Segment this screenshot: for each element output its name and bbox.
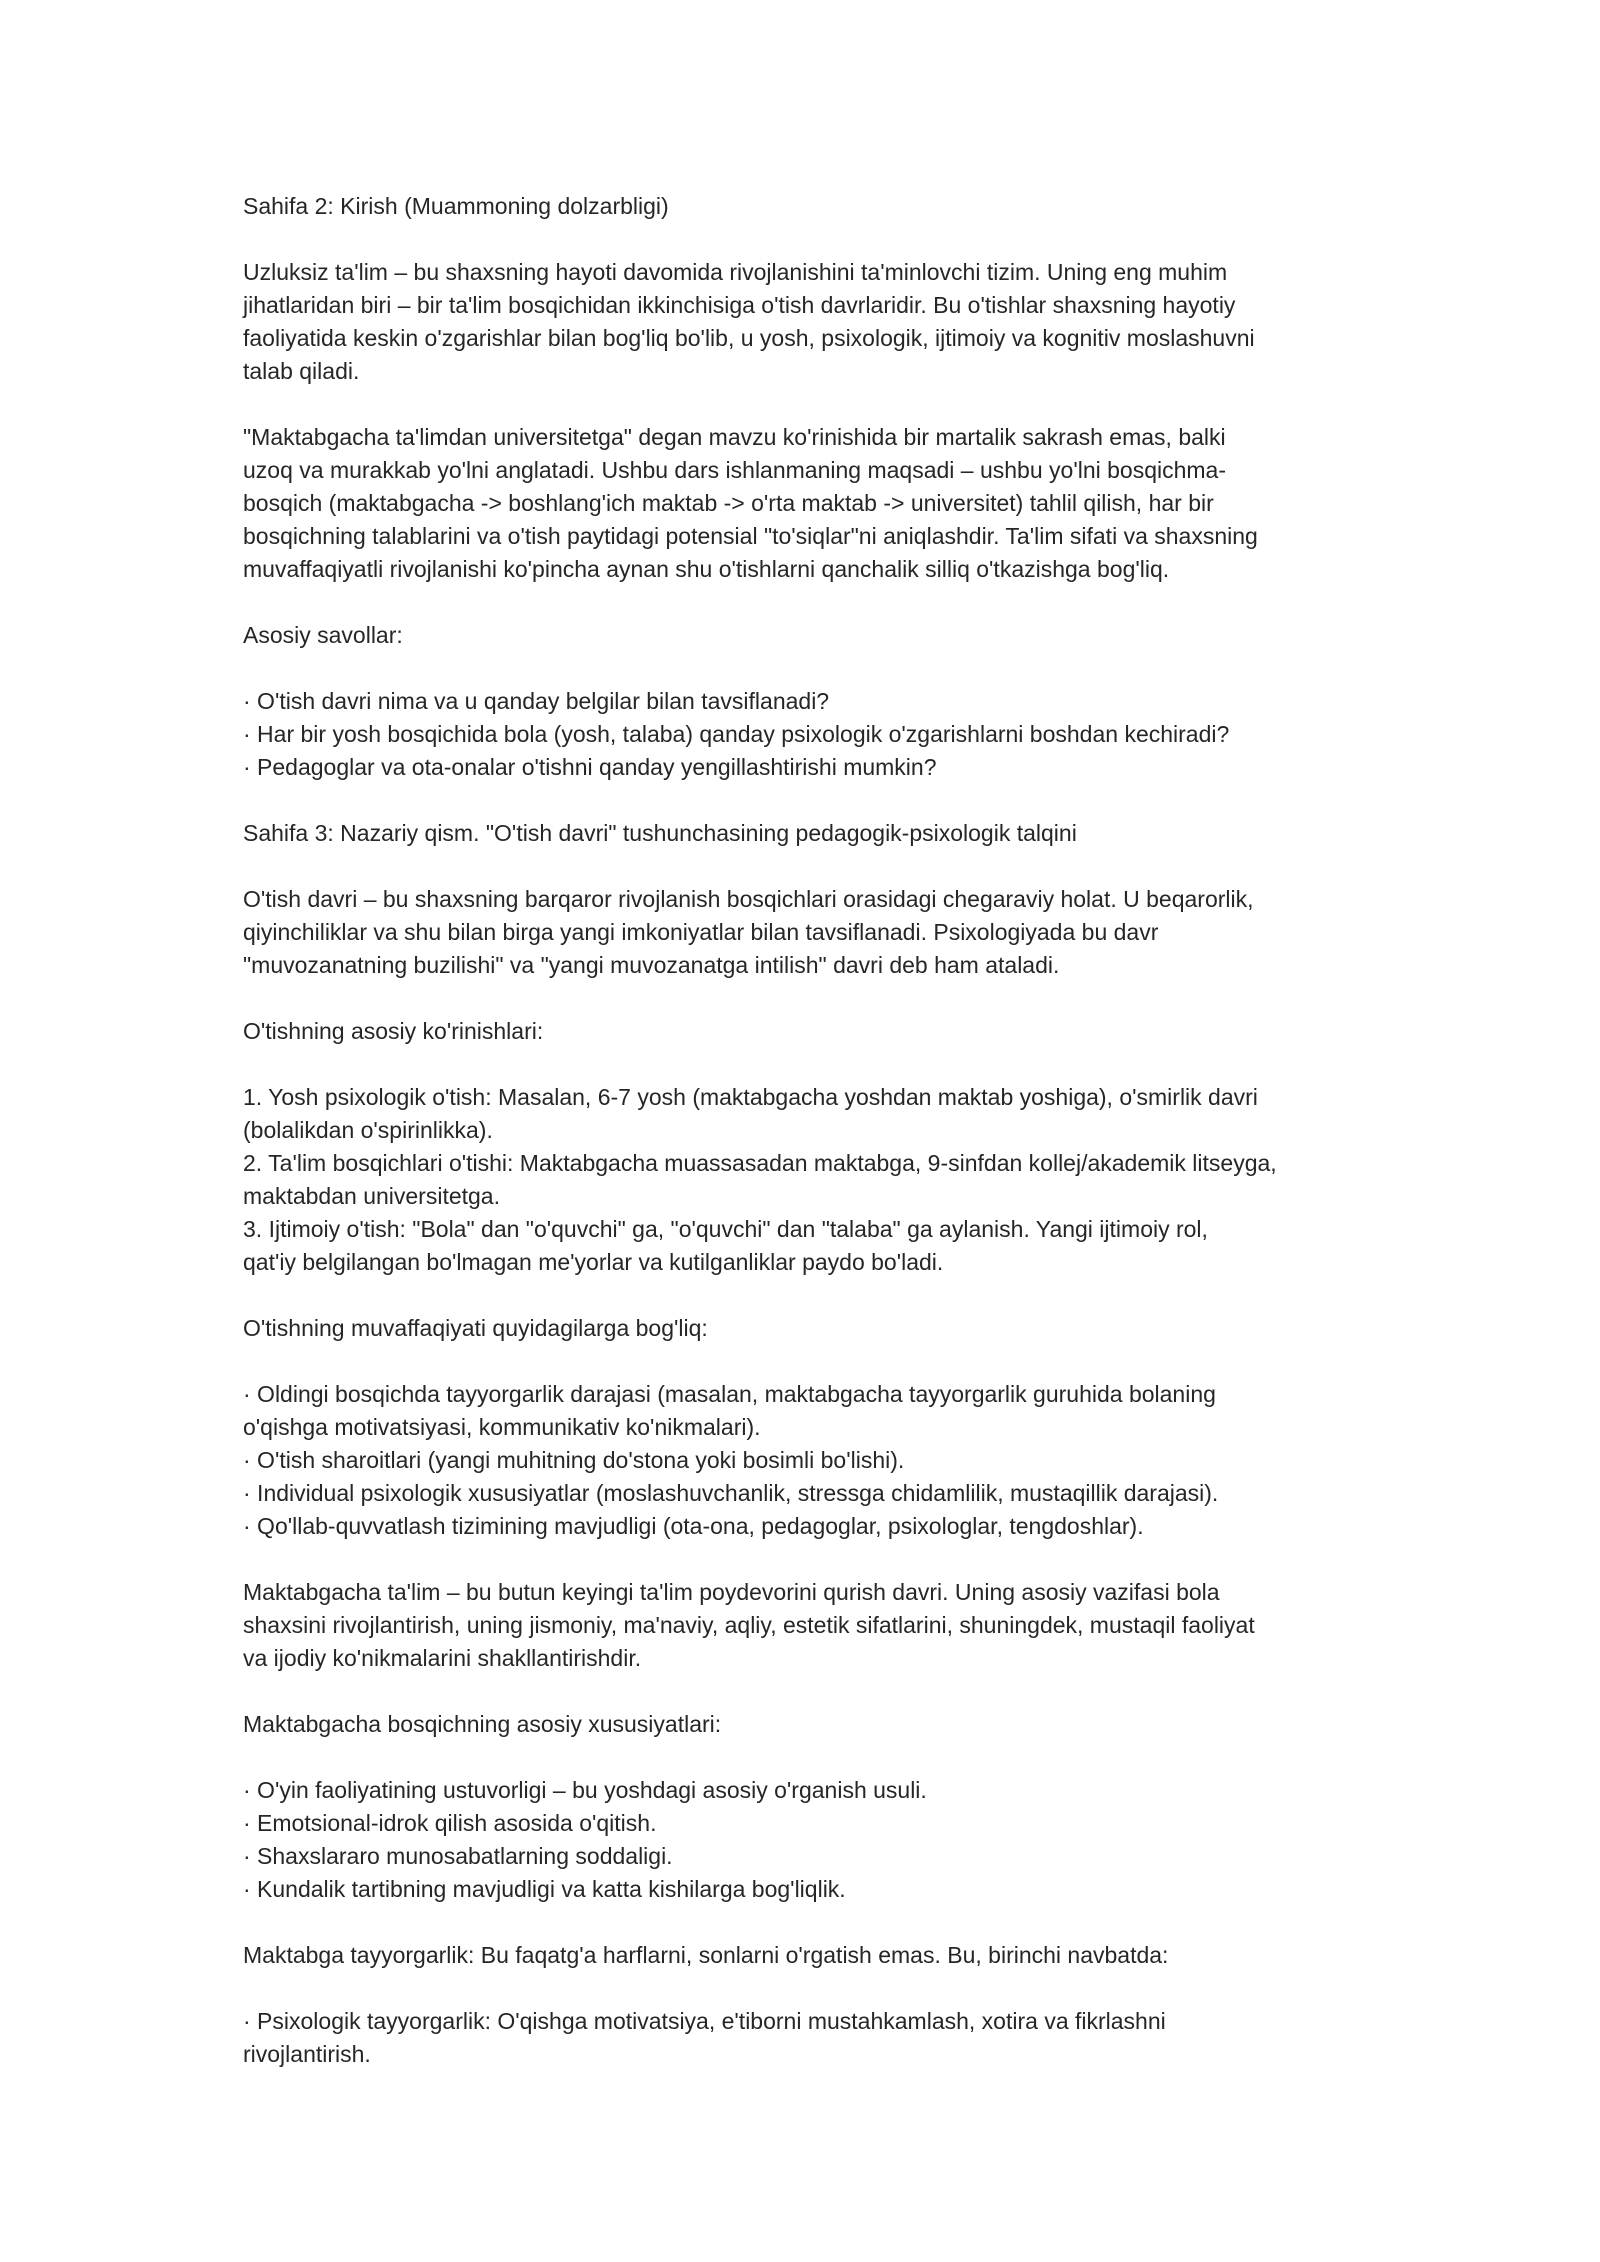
text-line: · Pedagoglar va ota-onalar o'tishni qanday yengillashtirishi mumkin? bbox=[243, 754, 937, 780]
paragraph bbox=[243, 1708, 1360, 1741]
text-line: · Individual psixologik xususiyatlar (moslashuvchanlik, stressga chidamlilik, mustaqillik darajasi). bbox=[243, 1480, 1219, 1506]
text-line: maktabdan universitetga. bbox=[243, 1183, 500, 1209]
paragraph bbox=[243, 2005, 1360, 2071]
text-line: qiyinchiliklar va shu bilan birga yangi imkoniyatlar bilan tavsiflanadi. Psixologiyada bu davr bbox=[243, 919, 1159, 945]
text-line: Sahifa 2: Kirish (Muammoning dolzarbligi) bbox=[243, 193, 669, 219]
text-line: Asosiy savollar: bbox=[243, 622, 403, 648]
paragraph bbox=[243, 1378, 1360, 1543]
text-line: qat'iy belgilangan bo'lmagan me'yorlar va kutilganliklar paydo bo'ladi. bbox=[243, 1249, 944, 1275]
text-line: · Oldingi bosqichda tayyorgarlik darajasi (masalan, maktabgacha tayyorgarlik guruhida bolaning bbox=[243, 1381, 1216, 1407]
text-line: bosqich (maktabgacha -> boshlang'ich maktab -> o'rta maktab -> universitet) tahlil qilish, har bir bbox=[243, 490, 1214, 516]
text-line: · Shaxslararo munosabatlarning soddaligi. bbox=[243, 1843, 673, 1869]
text-line: jihatlaridan biri – bir ta'lim bosqichidan ikkinchisiga o'tish davrlaridir. Bu o'tishlar shaxsning hayotiy bbox=[243, 292, 1236, 318]
text-line: uzoq va murakkab yo'lni anglatadi. Ushbu dars ishlanmaning maqsadi – ushbu yo'lni bosqichma- bbox=[243, 457, 1227, 483]
paragraph bbox=[243, 817, 1360, 850]
text-line: O'tish davri – bu shaxsning barqaror rivojlanish bosqichlari orasidagi chegaraviy holat. U beqarorlik, bbox=[243, 886, 1254, 912]
text-line: Maktabgacha bosqichning asosiy xususiyatlari: bbox=[243, 1711, 722, 1737]
text-line: · O'yin faoliyatining ustuvorligi – bu yoshdagi asosiy o'rganish usuli. bbox=[243, 1777, 927, 1803]
text-line: "muvozanatning buzilishi" va "yangi muvozanatga intilish" davri deb ham ataladi. bbox=[243, 952, 1060, 978]
paragraph bbox=[243, 1312, 1360, 1345]
paragraph bbox=[243, 883, 1360, 982]
document-body bbox=[243, 190, 1360, 2071]
text-line: · Har bir yosh bosqichida bola (yosh, talaba) qanday psixologik o'zgarishlarni boshdan kechiradi? bbox=[243, 721, 1230, 747]
text-line: · Psixologik tayyorgarlik: O'qishga motivatsiya, e'tiborni mustahkamlash, xotira va fikrlashni bbox=[243, 2008, 1166, 2034]
paragraph bbox=[243, 1576, 1360, 1675]
text-line: Uzluksiz ta'lim – bu shaxsning hayoti davomida rivojlanishini ta'minlovchi tizim. Uning eng muhim bbox=[243, 259, 1228, 285]
text-line: (bolalikdan o'spirinlikka). bbox=[243, 1117, 493, 1143]
paragraph bbox=[243, 1939, 1360, 1972]
text-line: "Maktabgacha ta'limdan universitetga" degan mavzu ko'rinishida bir martalik sakrash emas, balki bbox=[243, 424, 1226, 450]
text-line: 2. Ta'lim bosqichlari o'tishi: Maktabgacha muassasadan maktabga, 9-sinfdan kollej/akademik litseyga, bbox=[243, 1150, 1277, 1176]
text-line: 3. Ijtimoiy o'tish: "Bola" dan "o'quvchi" ga, "o'quvchi" dan "talaba" ga aylanish. Yangi ijtimoiy rol, bbox=[243, 1216, 1208, 1242]
text-line: O'tishning asosiy ko'rinishlari: bbox=[243, 1018, 544, 1044]
text-line: va ijodiy ko'nikmalarini shakllantirishdir. bbox=[243, 1645, 642, 1671]
paragraph bbox=[243, 619, 1360, 652]
text-line: o'qishga motivatsiyasi, kommunikativ ko'nikmalari). bbox=[243, 1414, 761, 1440]
text-line: 1. Yosh psixologik o'tish: Masalan, 6-7 yosh (maktabgacha yoshdan maktab yoshiga), o'smirlik davri bbox=[243, 1084, 1258, 1110]
text-line: O'tishning muvaffaqiyati quyidagilarga bog'liq: bbox=[243, 1315, 708, 1341]
text-line: faoliyatida keskin o'zgarishlar bilan bog'liq bo'lib, u yosh, psixologik, ijtimoiy va kognitiv moslashuvni bbox=[243, 325, 1255, 351]
paragraph bbox=[243, 190, 1360, 223]
text-line: Maktabgacha ta'lim – bu butun keyingi ta'lim poydevorini qurish davri. Uning asosiy vazifasi bola bbox=[243, 1579, 1220, 1605]
text-line: · Kundalik tartibning mavjudligi va katta kishilarga bog'liqlik. bbox=[243, 1876, 846, 1902]
text-line: · Qo'llab-quvvatlash tizimining mavjudligi (ota-ona, pedagoglar, psixologlar, tengdoshlar). bbox=[243, 1513, 1144, 1539]
text-line: talab qiladi. bbox=[243, 358, 360, 384]
text-line: · O'tish davri nima va u qanday belgilar bilan tavsiflanadi? bbox=[243, 688, 830, 714]
text-line: shaxsini rivojlantirish, uning jismoniy, ma'naviy, aqliy, estetik sifatlarini, shuningdek, mustaqil faoliyat bbox=[243, 1612, 1255, 1638]
text-line: · O'tish sharoitlari (yangi muhitning do'stona yoki bosimli bo'lishi). bbox=[243, 1447, 905, 1473]
text-line: muvaffaqiyatli rivojlanishi ko'pincha aynan shu o'tishlarni qanchalik silliq o'tkazishga bog'liq. bbox=[243, 556, 1170, 582]
text-line: bosqichning talablarini va o'tish paytidagi potensial "to'siqlar"ni aniqlashdir. Ta'lim sifati va shaxsning bbox=[243, 523, 1258, 549]
paragraph bbox=[243, 1774, 1360, 1906]
paragraph bbox=[243, 421, 1360, 586]
text-line: Sahifa 3: Nazariy qism. "O'tish davri" tushunchasining pedagogik-psixologik talqini bbox=[243, 820, 1077, 846]
paragraph bbox=[243, 1015, 1360, 1048]
paragraph bbox=[243, 1081, 1360, 1279]
paragraph bbox=[243, 685, 1360, 784]
text-line: Maktabga tayyorgarlik: Bu faqatg'a harflarni, sonlarni o'rgatish emas. Bu, birinchi navbatda: bbox=[243, 1942, 1169, 1968]
text-line: rivojlantirish. bbox=[243, 2041, 371, 2067]
text-line: · Emotsional-idrok qilish asosida o'qitish. bbox=[243, 1810, 657, 1836]
paragraph bbox=[243, 256, 1360, 388]
